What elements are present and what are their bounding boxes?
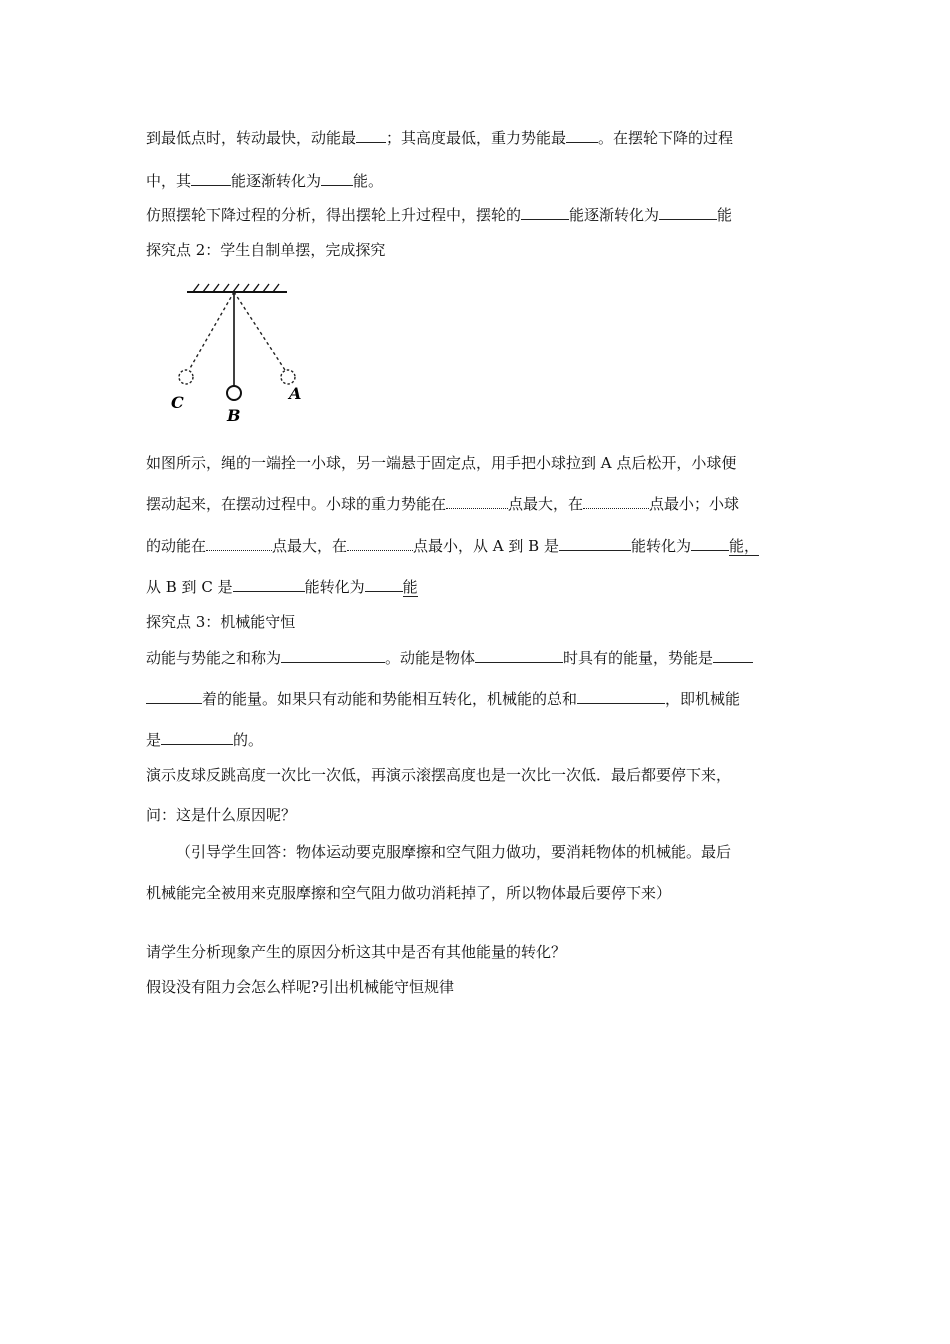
text: ，即机械能 — [665, 690, 741, 708]
text-line: 请学生分析现象产生的原因分析这其中是否有其他能量的转化？ — [146, 943, 567, 961]
fill-blank[interactable] — [161, 730, 233, 745]
text-line — [146, 689, 740, 709]
text-line: 假设没有阻力会怎么样呢?引出机械能守恒规律 — [146, 978, 455, 996]
text-line: 演示皮球反跳高度一次比一次低，再演示滚摆高度也是一次比一次低．最后都要停下来， — [146, 766, 732, 784]
text: 的。 — [233, 731, 264, 749]
text: 能逐渐转化为 — [569, 206, 660, 224]
text-line — [146, 205, 732, 225]
fill-blank[interactable] — [566, 128, 598, 143]
text: 能， — [728, 537, 759, 555]
text: 到最低点时，转动最快，动能最 — [146, 129, 357, 147]
fill-blank[interactable] — [521, 205, 569, 220]
fill-blank[interactable] — [233, 577, 305, 592]
fill-blank[interactable] — [206, 536, 272, 551]
text: 如图所示，绳的一端拴一小球，另一端悬于固定点，用手把小球拉到 A 点后松开，小球便 — [146, 454, 737, 472]
text: 动能与势能之和称为 — [146, 649, 282, 667]
text-line — [146, 648, 753, 668]
text: ；其高度最低，重力势能最 — [386, 129, 567, 147]
text: 摆动起来，在摆动过程中。小球的重力势能在 — [146, 495, 447, 513]
text: 时具有的能量，势能是 — [563, 649, 714, 667]
fill-blank[interactable] — [356, 128, 386, 143]
fill-blank[interactable] — [691, 536, 729, 551]
fill-blank[interactable] — [659, 205, 717, 220]
section-heading: 探究点 3：机械能守恒 — [146, 613, 296, 631]
fill-blank[interactable] — [146, 689, 202, 704]
text: 能转化为 — [304, 578, 365, 596]
ball-c — [179, 370, 193, 384]
ball-a — [281, 370, 295, 384]
text: 能 — [402, 578, 418, 596]
text: 点最小；小球 — [649, 495, 740, 513]
text: 点最大，在 — [508, 495, 584, 513]
text: 能 — [717, 206, 733, 224]
fill-blank[interactable] — [475, 648, 563, 663]
text: 。在摆轮下降的过程 — [598, 129, 734, 147]
text: 能转化为 — [630, 537, 691, 555]
text-line — [146, 453, 736, 473]
fill-blank[interactable] — [321, 171, 353, 186]
text-line: （引导学生回答：物体运动要克服摩擦和空气阻力做功，要消耗物体的机械能。最后 — [176, 843, 732, 861]
text: 的动能在 — [146, 537, 207, 555]
ball-b — [227, 386, 241, 400]
text-line — [146, 128, 733, 148]
string-right-dashed — [234, 292, 285, 370]
label-b: B — [227, 406, 241, 425]
label-c: C — [171, 393, 184, 412]
fill-blank[interactable] — [347, 536, 413, 551]
section-heading: 探究点 2：学生自制单摆，完成探究 — [146, 241, 386, 259]
text: 点最小，从 A 到 B 是 — [413, 537, 559, 555]
pendulum-diagram — [165, 282, 302, 432]
text-line: 问：这是什么原因呢？ — [146, 806, 297, 824]
text: 能。 — [353, 172, 384, 190]
text: 中，其 — [146, 172, 192, 190]
text: 。动能是物体 — [385, 649, 476, 667]
label-a: A — [289, 384, 302, 403]
text: 仿照摆轮下降过程的分析，得出摆轮上升过程中，摆轮的 — [146, 206, 522, 224]
text-line — [146, 577, 418, 597]
pendulum-figure — [165, 282, 302, 432]
fill-blank[interactable] — [281, 648, 385, 663]
text-line: 机械能完全被用来克服摩擦和空气阻力做功消耗掉了，所以物体最后要停下来） — [146, 884, 672, 902]
text-line — [146, 171, 383, 191]
fill-blank[interactable] — [583, 494, 649, 509]
fill-blank[interactable] — [446, 494, 508, 509]
text-line — [146, 536, 759, 556]
text: 着的能量。如果只有动能和势能相互转化，机械能的总和 — [202, 690, 578, 708]
string-left-dashed — [189, 292, 234, 370]
text: 点最大，在 — [272, 537, 348, 555]
fill-blank[interactable] — [577, 689, 665, 704]
text: 能逐渐转化为 — [231, 172, 322, 190]
ceiling-hatching — [193, 284, 279, 292]
fill-blank[interactable] — [559, 536, 631, 551]
text-line — [146, 730, 263, 750]
fill-blank[interactable] — [713, 648, 753, 663]
text: 从 B 到 C 是 — [146, 578, 233, 596]
text: 是 — [146, 731, 162, 749]
fill-blank[interactable] — [365, 577, 403, 592]
fill-blank[interactable] — [191, 171, 231, 186]
text-line — [146, 494, 739, 514]
